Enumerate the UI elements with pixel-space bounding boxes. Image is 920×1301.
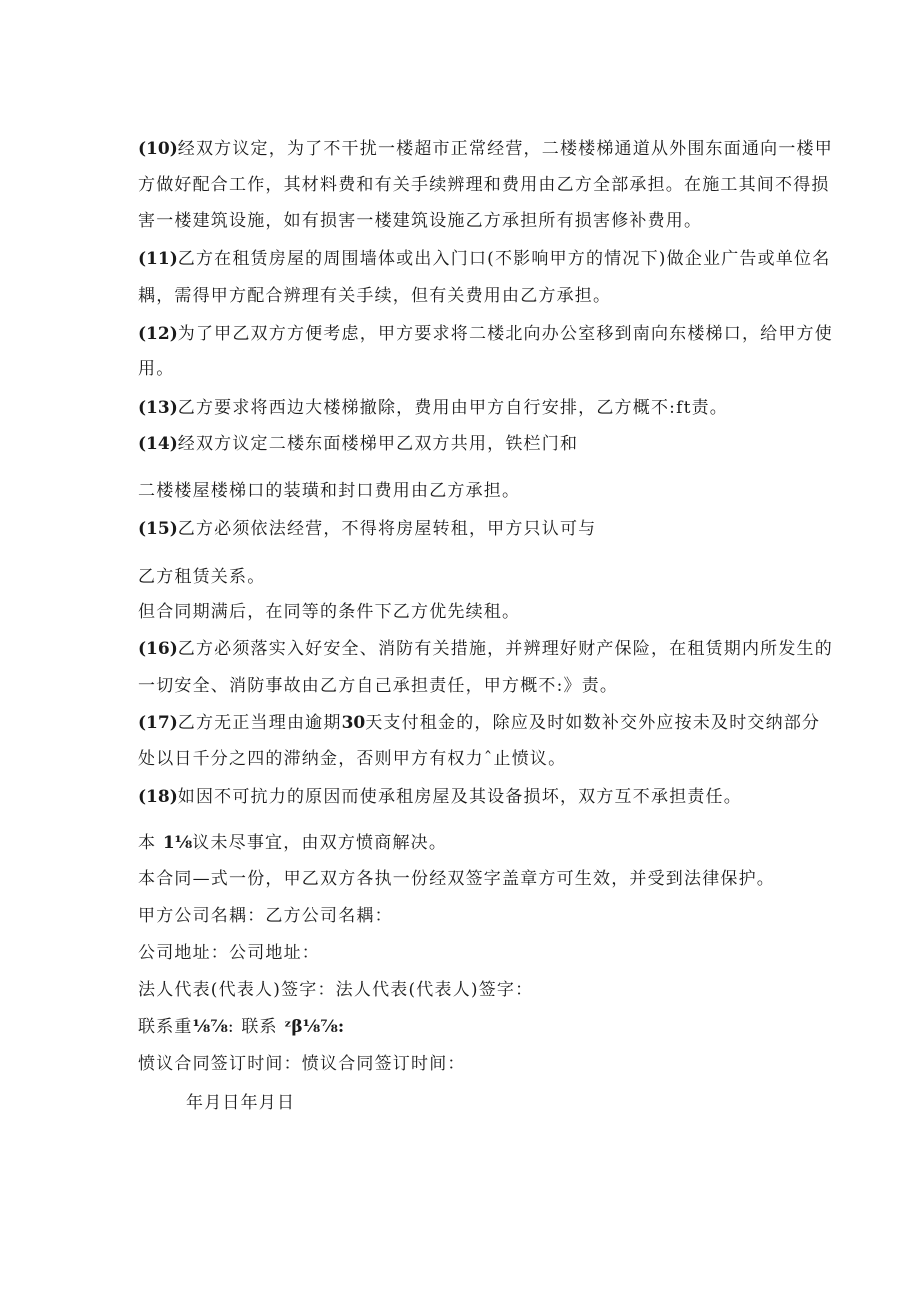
party-names-line: 甲方公司名耦：乙方公司名耦： — [138, 906, 393, 926]
clause-10-line-2: 方做好配合工作，其材料费和有关手续辨理和费用由乙方全部承担。在施工其间不得损 — [138, 175, 830, 195]
clause-number: (16) — [138, 639, 178, 659]
clause-text: 乙方无正当理由逾期 — [177, 713, 342, 733]
contact-label: : 联系 — [227, 1017, 278, 1037]
garbled-text: 1⅛ — [162, 833, 193, 853]
clause-10-line-1 — [138, 138, 833, 160]
clause-number: (11) — [138, 249, 178, 269]
clause-number: (15) — [138, 519, 178, 539]
clause-13-line-1 — [138, 397, 728, 419]
clause-11-line-2: 耦，需得甲方配合辨理有关手续，但有关费用由乙方承担。 — [138, 286, 612, 306]
overdue-days: 30 — [341, 713, 366, 733]
clause-16-line-2: 一切安全、消防事故由乙方自己承担责任，甲方概不:》责。 — [138, 676, 619, 696]
clause-17-line-2: 处以日千分之四的滞纳金，否则甲方有权力ˆ止愤议。 — [138, 749, 567, 769]
representative-signature-line: 法人代表(代表人)签字：法人代表(代表人)签字： — [138, 980, 534, 1000]
closing-text: 议未尽事宜，由双方愤商解决。 — [192, 833, 448, 853]
clause-number: (14) — [138, 434, 178, 454]
clause-18-line-1 — [138, 786, 742, 808]
clause-number: (17) — [138, 713, 178, 733]
clause-text: 乙方必须依法经营，不得将房屋转租，甲方只认可与 — [177, 519, 597, 539]
contact-line — [138, 1016, 344, 1038]
clause-number: (10) — [138, 139, 178, 159]
clause-16-line-1 — [138, 638, 833, 660]
clause-number: (18) — [138, 787, 178, 807]
unresolved-matters-line — [138, 832, 447, 854]
clause-15-line-1 — [138, 518, 596, 540]
clause-14-line-2: 二楼楼屋楼梯口的装璜和封口费用由乙方承担。 — [138, 481, 521, 501]
clause-text: 天支付租金的，除应及时如数补交外应按未及时交纳部分 — [365, 713, 821, 733]
signing-dates: 年月日年月日 — [186, 1093, 296, 1113]
garbled-text: ᶻβ⅛⅞: — [284, 1017, 345, 1037]
clause-number: (12) — [138, 324, 178, 344]
contact-label: 联系重 — [138, 1017, 193, 1037]
clause-text: 乙方要求将西边大楼梯撤除，费用由甲方自行安排，乙方概不:ft责。 — [177, 398, 728, 418]
clause-17-line-1 — [138, 712, 820, 734]
clause-text: 经双方议定二楼东面楼梯甲乙双方共用，铁栏门和 — [177, 434, 579, 454]
clause-text: 为了甲乙双方方便考虑，甲方要求将二楼北向办公室移到南向东楼梯口，给甲方使 — [177, 324, 833, 344]
clause-14-line-1 — [138, 433, 578, 455]
clause-12-line-1 — [138, 323, 833, 345]
closing-text: 本 — [138, 833, 157, 853]
copies-clause: 本合同—式一份，甲乙双方各执一份经双签字盖章方可生效，并受到法律保护。 — [138, 869, 775, 889]
signing-time-line: 愤议合同签订时间：愤议合同签订时间： — [138, 1054, 466, 1074]
clause-12-line-2: 用。 — [138, 359, 175, 379]
garbled-text: ⅛⅞ — [192, 1017, 228, 1037]
address-line: 公司地址：公司地址： — [138, 943, 320, 963]
clause-10-line-3: 害一楼建筑设施，如有损害一楼建筑设施乙方承担所有损害修补费用。 — [138, 211, 703, 231]
clause-text: 乙方必须落实入好安全、消防有关措施，并辨理好财产保险，在租赁期内所发生的 — [177, 639, 833, 659]
clause-text: 乙方在租赁房屋的周围墙体或出入门口(不影响甲方的情况下)做企业广告或单位名 — [177, 249, 831, 269]
clause-11-line-1 — [138, 248, 830, 270]
clause-number: (13) — [138, 398, 178, 418]
clause-15-line-2: 乙方租赁关系。 — [138, 567, 266, 587]
clause-15-line-3: 但合同期满后，在同等的条件下乙方优先续租。 — [138, 602, 521, 622]
clause-text: 经双方议定，为了不干扰一楼超市正常经营，二楼楼梯通道从外围东面通向一楼甲 — [177, 139, 833, 159]
clause-text: 如因不可抗力的原因而使承租房屋及其设备损坏，双方互不承担责任。 — [177, 787, 742, 807]
